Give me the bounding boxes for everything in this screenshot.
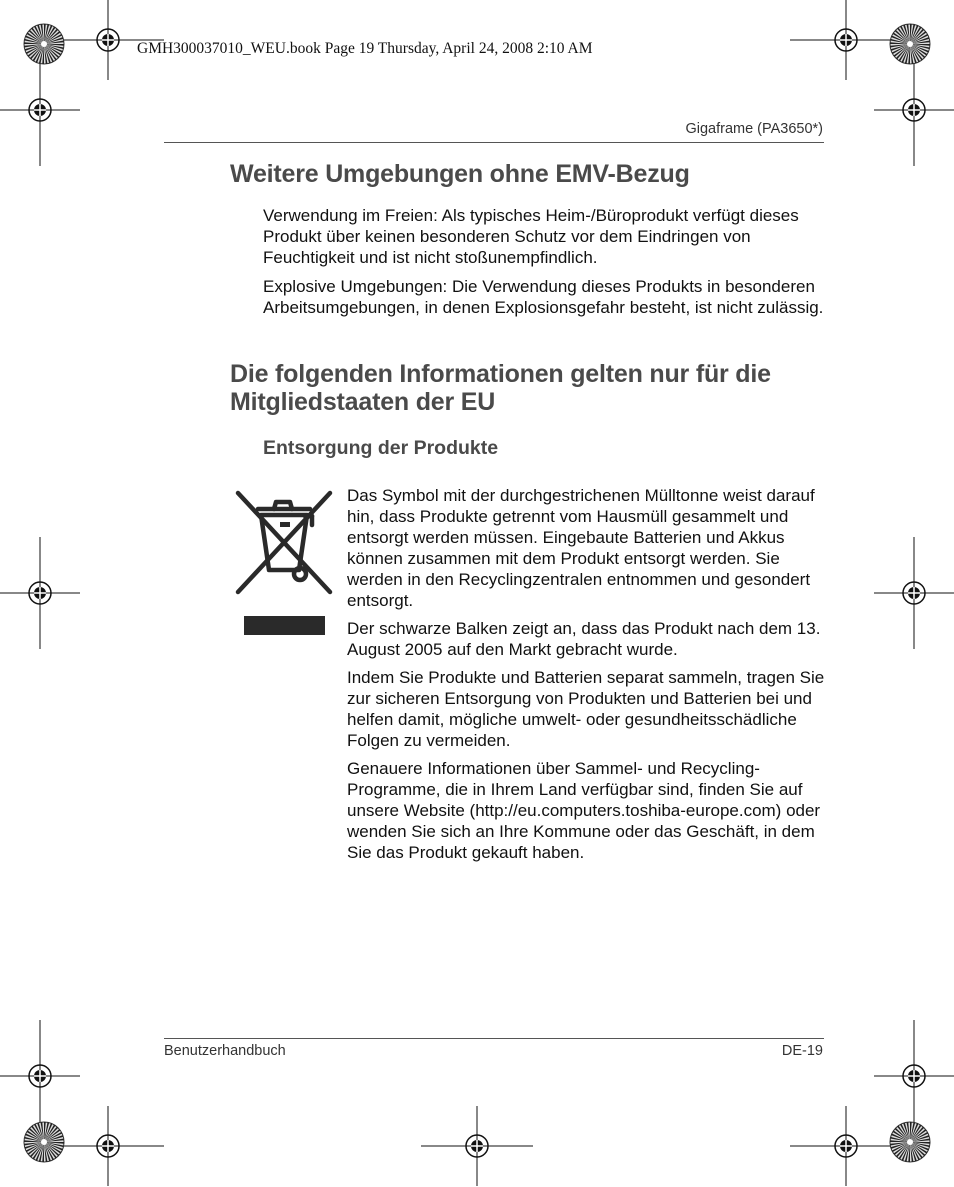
section2-paragraph-separate-collection: Indem Sie Produkte und Batterien separat sammeln, tragen Sie zur sicheren Entsorgung von Produkten und Batterien bei und helfen damit, mögliche umwelt- oder gesundheitsschädliche Folgen zu vermeiden. <box>347 668 825 750</box>
registration-crosshair-icon <box>0 537 80 649</box>
section1-body <box>263 205 828 318</box>
registration-crosshair-icon <box>874 537 954 649</box>
section2-paragraph-more-info: Genauere Informationen über Sammel- und Recycling-Programme, die in Ihrem Land verfügbar sind, finden Sie auf unsere Website (http://eu.computers.toshiba-europe.com) oder wenden Sie sich an Ihre Kommune oder das Geschäft, in dem Sie das Produkt gekauft haben. <box>347 759 821 862</box>
crossed-out-wheelie-bin-icon <box>232 488 336 638</box>
registration-crosshair-icon <box>52 1106 164 1186</box>
section2-body <box>347 485 827 863</box>
registration-crosshair-icon <box>0 54 80 166</box>
section2-subheading: Entsorgung der Produkte <box>263 437 499 459</box>
registration-starburst-icon <box>22 22 66 66</box>
registration-starburst-icon <box>22 1120 66 1164</box>
footer-manual-title: Benutzerhandbuch <box>164 1043 286 1059</box>
registration-crosshair-icon <box>421 1106 533 1186</box>
section1-heading: Weitere Umgebungen ohne EMV-Bezug <box>230 160 690 188</box>
footer-page-number: DE-19 <box>781 1043 823 1059</box>
footer-rule <box>164 1038 824 1039</box>
running-header-title: Gigaframe (PA3650*) <box>685 121 823 137</box>
registration-starburst-icon <box>888 1120 932 1164</box>
registration-crosshair-icon <box>874 54 954 166</box>
section1-paragraph-outdoor: Verwendung im Freien: Als typisches Heim-/Büroprodukt verfügt dieses Produkt über keinen besonderen Schutz vor dem Eindringen von Feuchtigkeit und ist nicht stoßunempfindlich. <box>263 206 799 267</box>
section2-heading: Die folgenden Informationen gelten nur für die Mitgliedstaaten der EU <box>230 360 771 416</box>
print-slug: GMH300037010_WEU.book Page 19 Thursday, April 24, 2008 2:10 AM <box>137 40 593 57</box>
section1-paragraph-explosive: Explosive Umgebungen: Die Verwendung dieses Produkts in besonderen Arbeitsumgebungen, in denen Explosionsgefahr besteht, ist nicht zulässig. <box>263 277 824 317</box>
section2-paragraph-black-bar: Der schwarze Balken zeigt an, dass das Produkt nach dem 13. August 2005 auf den Markt gebracht wurde. <box>347 619 821 659</box>
header-rule <box>164 142 824 143</box>
registration-crosshair-icon <box>790 1106 902 1186</box>
section2-paragraph-symbol: Das Symbol mit der durchgestrichenen Mülltonne weist darauf hin, dass Produkte getrennt vom Hausmüll gesammelt und entsorgt werden müssen. Eingebaute Batterien und Akkus können zusammen mit dem Produkt entsorgt werden. Sie werden in den Recyclingzentralen entnommen und gesondert entsorgt. <box>347 486 815 610</box>
registration-starburst-icon <box>888 22 932 66</box>
